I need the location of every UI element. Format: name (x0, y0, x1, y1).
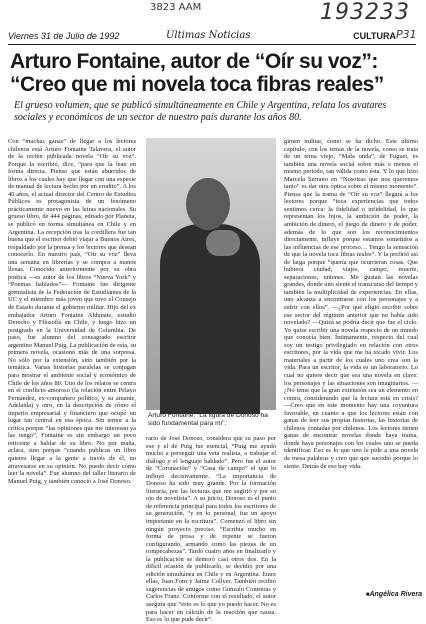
column-2: rario de José Donoso, considera que su paso por ese y el de Puig fue esencial, “Puig me ayudó mucho a perseguir una veta realista, a trabajar el diálogo y el lenguaje hablado”. Pero fue el autor de “Coronación” y “Casa de campo” el que lo influyó decisivamente. “La importancia de Donoso ha sido muy grande. Por la formación literaria, por las lecturas que me sugirió y por su ojo de novelista”. A su juicio, Donoso es el punto de referencia principal para todos los escritores de su generación, “y en lo personal, fue un apoyo importante en la escritura”. Comenzó el libro sin ningún proyecto preciso. “Escribía mucho en forma de prosa y de repente se fueron configurando, armando como las piezas de un rompecabezas”. Tardó cuatro años en finalizarlo y la publicación se demoró casi otros dos. En la difícil ocasión de publicarlo, se decidió por una edición simultánea en Chile y en Argentina. Entre ellas, Juan Forn y Jaime Collyer. También recibió sugerencias de amigos como Gonzalo Contreras y Carlos Franz. Conforme con el resultado, el autor asegura que “esto es lo que yo puedo hacer. No es para hacer un cálculo de la reacción que causa. Eso es lo que pude decir”. (146, 435, 276, 624)
column-3: gimen militar, como se ha dicho. Este último capítulo, con los temas de la novela, como se trata de un tema viejo, “Mala onda”, de Fuguet, es también una novela social sobre más o menos el mismo periodo, tan válida como ésta. Y lo que hizo Marcela Serrano en “Nosotras que nos queremos tanto” es dar otra óptica sobre el mismo momento”. Piensa que la trama de “Oír su voz” llegará a los lectores porque “toca experiencias que todos sentimos cerca: la fidelidad o infidelidad, lo que representan los hijos, la ambición de poder, la ambición de dinero, el juego de dinero y de poder, además de lo que son los reconocimientos directamente, influye porque estamos sometidos a las influencias de ese proceso… Tengo la sensación de que la novela toca fibras reales”. Y la prefirió así de larga porque “quería que ocurrieran cosas. Que hubiera ciudad, viajes, campo, muerte, separaciones, uniones. Me gustan las novelas grandes, donde uno siente el transcurso del tiempo y también la multiplicidad de experiencias. En ellas, uno alcanza a encontrarse con los personajes y a sufrir con ellos”. —¿Por qué eligió escribir sobre ese sector del régimen anterior que no había sido novelado? —Quizá se podría decir que fue el ciclo. Yo quise escribir una novela respecto de un mundo que conocía bien. Íntimamente, respecto del cual soy un testigo privilegiado en relación con otros escritores, por la vida que me ha tocado vivir. Los materiales a partir de los cuales uno crea son la vida. Para un escritor, la vida es un laboratorio. Lo cual no quiere decir que sea una novela en clave: los personajes y las situaciones son imaginarios. —¿No teme que la gran extensión sea un elemento en contra, considerando que la lectura está en crisis? —Creo que en este momento hay una coyuntura favorable, en cuanto a que los lectores están con ganas de leer sus propias historias, las historias de chilenos contadas por chilenos. Los lectores tienen ganas de encontrar novelas donde haya trama, donde haya personajes con los cuales uno se pueda identificar. Eso es lo que uno le pide a una novela de mesa palabras y creo que que sucedió porque lo siente. Detrás de eso hay vida. (284, 138, 418, 470)
author-photo (146, 138, 276, 410)
masthead (8, 30, 416, 45)
deck: El grueso volumen, que se publicó simultáneamente en Chile y Argentina, relata los avatares sociales y económicos de un sector de nuestro país durante los años 80. (14, 100, 387, 123)
issue-date: Viernes 31 de Julio de 1992 (8, 31, 120, 41)
handwritten-number: 193233 (320, 0, 410, 25)
byline: ■ Angélica Rivera (366, 591, 422, 598)
photo-head-shape (186, 178, 230, 230)
article-body (8, 138, 418, 624)
column-1: Con “muchas ganas” de llegar a los lectores chilenos está Arturo Fontaine Talavera, el autor de la recién publicada novela “Oír su voz”. Porque la escribió, dice, “para que la lean en forma directa. Pienso que están aburridos de libros a los cuales hay que llegar con una especie de manual de lectura hecho por un erudito”. A los 40 años, el actual director del Centro de Estudios Públicos es protagonista de un fenómeno prácticamente nuevo en las letras nacionales. Su grueso libro, de 444 páginas, editado por Planeta, se publicó en forma simultánea en Chile y en Argentina. La recepción tras la cordillera fue tan buena que el escritor debió viajar a Buenos Aires, respaldado por la prensa y los lectores que desean conocerlo. En nuestro país, “Oír su voz” lleva una semana en librerías y se compra a manos llenas. Conocido anteriormente por su obra poética —es autor de los libros “Nueva York” y “Poemas hablados”— Fontaine fue dirigente gremialista de la Federación de Estudiantes de la UC y el miembro más joven que tuvo el Consejo de Estado durante el gobierno militar. Hijo del ex embajador Arturo Fontaine Aldunate, estudió Derecho y Filosofía en Chile, y luego hizo un postgrado en la Universidad de Columbia. De paso, fue alumno del consagrado escritor argentino Manuel Puig. La publicación de esta, su primera novela, ocasionó más de una sorpresa. No sólo por la extensión, sino también por la temática. Varias historias paralelas se conjugan para mostrar el ambiente social y económico de Chile de los años 80. Uno de los relatos se centra en el conflicto amoroso (la relación entre Pelayo Fernández, ex-compañero político, y su amante, Adelaida) y otro, en la descripción de cómo el imperio empresarial y financiero que ocupó un lugar tan central en esa época. Sin temor a la crítica porque “las opiniones que me interesan ya las tengo”, Fontaine es sin embargo un poco reticente a hablar de su libro. No por maña, aclara, sino porque “cuando publicas un libro quieres llegar a la gente a través de él, no atravesarse en su opinión. No puedo decir cómo leer la novela”. Fue alumno del taller literario de Manuel Puig, y también conoció a José Donoso. (8, 138, 136, 485)
handwritten-page: P31 (396, 28, 417, 41)
section-label: CULTURA (353, 31, 396, 41)
handwritten-ids: 3823 AAM (150, 2, 202, 13)
photo-hand-shape (206, 230, 240, 256)
headline: Arturo Fontaine, autor de “Oír su voz”: “Creo que mi novela toca fibras reales” (10, 50, 384, 96)
photo-caption: Arturo Fontaine: “La figura de Donoso ha sido fundamental para mí”. (148, 412, 268, 427)
newspaper-logo: Ultimas Noticias (166, 30, 251, 41)
